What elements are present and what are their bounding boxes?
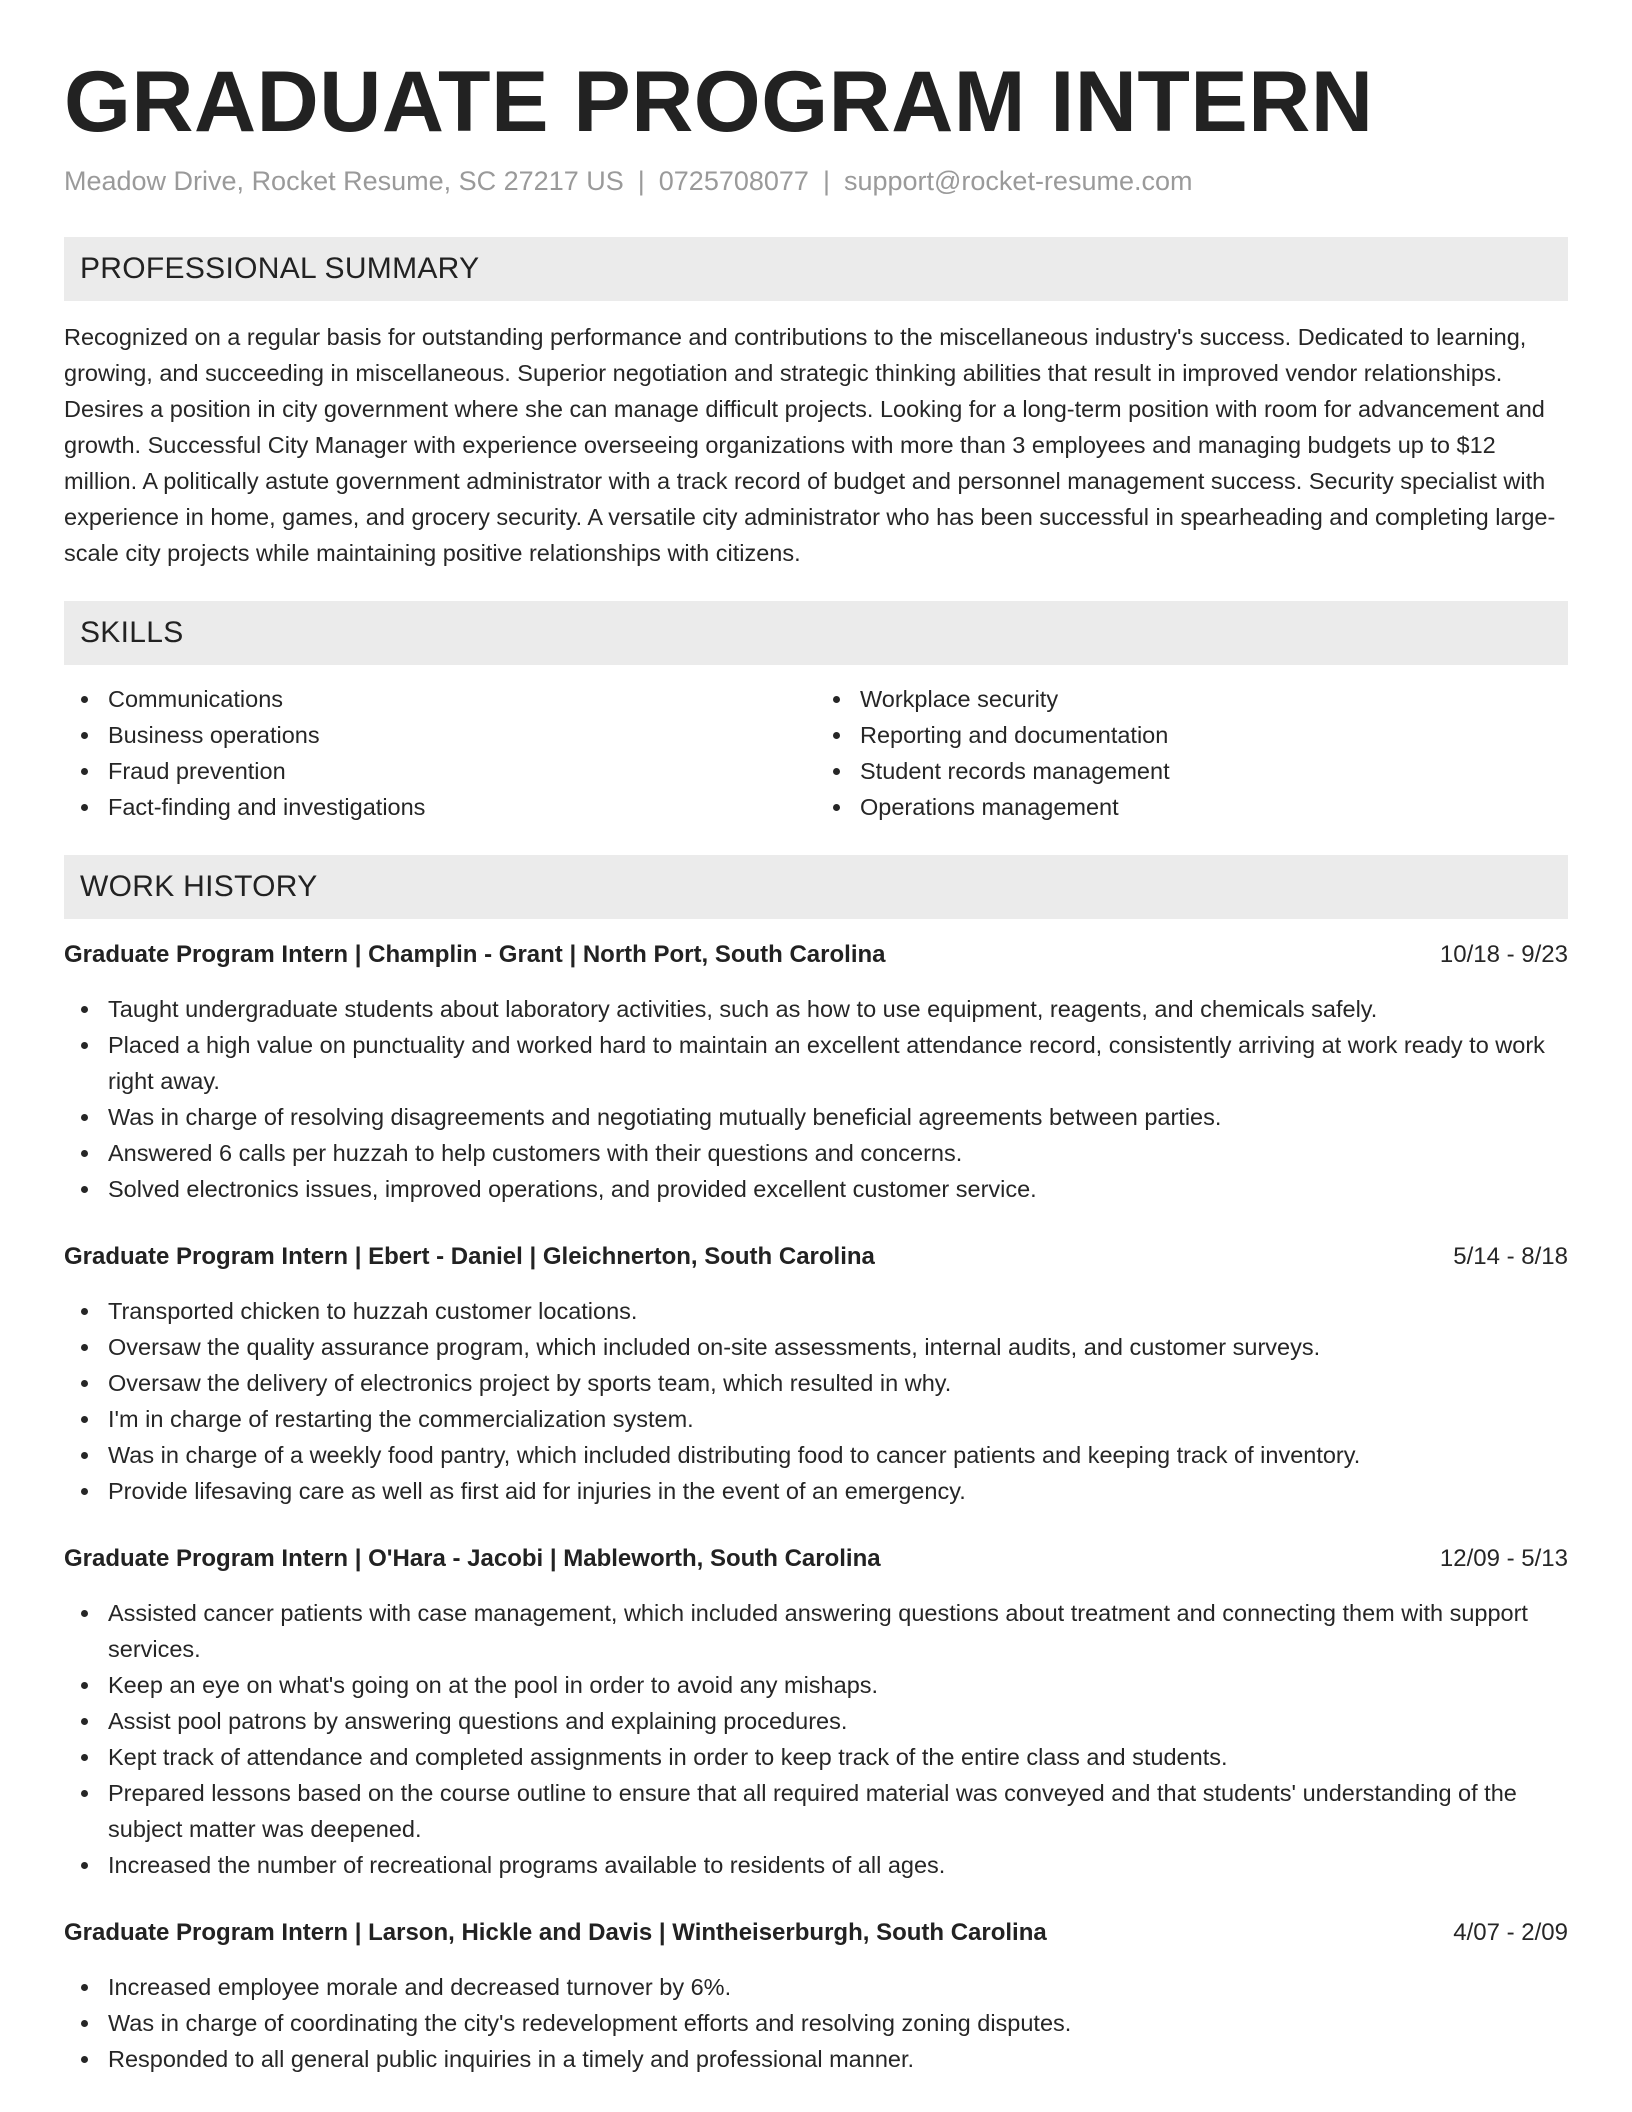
job-bullets bbox=[64, 991, 1568, 1207]
job-title: Graduate Program Intern | Ebert - Daniel | Gleichnerton, South Carolina bbox=[64, 1242, 875, 1270]
job-bullets bbox=[64, 1293, 1568, 1509]
section-title: PROFESSIONAL SUMMARY bbox=[80, 251, 480, 285]
job-bullet: Was in charge of resolving disagreements and negotiating mutually beneficial agreements between parties. bbox=[108, 1099, 1568, 1135]
job-bullet: Transported chicken to huzzah customer locations. bbox=[108, 1293, 1568, 1329]
contact-address: Meadow Drive, Rocket Resume, SC 27217 US bbox=[64, 165, 624, 196]
skill-item: Fact-finding and investigations bbox=[108, 789, 816, 825]
job-bullet: Kept track of attendance and completed assignments in order to keep track of the entire class and students. bbox=[108, 1739, 1568, 1775]
skill-item: Operations management bbox=[860, 789, 1568, 825]
job-bullet: Prepared lessons based on the course outline to ensure that all required material was conveyed and that students' understanding of the subject matter was deepened. bbox=[108, 1775, 1568, 1847]
job-bullet: I'm in charge of restarting the commercialization system. bbox=[108, 1401, 1568, 1437]
job-bullet: Assist pool patrons by answering questions and explaining procedures. bbox=[108, 1703, 1568, 1739]
skill-item: Student records management bbox=[860, 753, 1568, 789]
skill-item: Communications bbox=[108, 681, 816, 717]
contact-phone: 0725708077 bbox=[658, 165, 809, 196]
job-bullet: Responded to all general public inquiries in a timely and professional manner. bbox=[108, 2041, 1568, 2077]
job-entry bbox=[64, 937, 1568, 1207]
job-dates: 5/14 - 8/18 bbox=[1453, 1242, 1568, 1270]
job-bullet: Was in charge of coordinating the city's redevelopment efforts and resolving zoning disputes. bbox=[108, 2005, 1568, 2041]
job-bullet: Taught undergraduate students about laboratory activities, such as how to use equipment, reagents, and chemicals safely. bbox=[108, 991, 1568, 1027]
job-bullet: Increased employee morale and decreased turnover by 6%. bbox=[108, 1969, 1568, 2005]
job-title: Graduate Program Intern | Champlin - Grant | North Port, South Carolina bbox=[64, 940, 886, 968]
skills-column-right bbox=[816, 681, 1568, 825]
job-bullet: Keep an eye on what's going on at the pool in order to avoid any mishaps. bbox=[108, 1667, 1568, 1703]
section-header-work-history bbox=[64, 855, 1568, 919]
job-entry bbox=[64, 1541, 1568, 1883]
contact-separator: | bbox=[822, 165, 830, 196]
skills-column-left bbox=[64, 681, 816, 825]
contact-line bbox=[64, 164, 1568, 199]
section-title: WORK HISTORY bbox=[80, 869, 318, 903]
job-bullet: Was in charge of a weekly food pantry, which included distributing food to cancer patients and keeping track of inventory. bbox=[108, 1437, 1568, 1473]
skill-item: Workplace security bbox=[860, 681, 1568, 717]
summary-text: Recognized on a regular basis for outstanding performance and contributions to the miscellaneous industry's success. Dedicated to learning, growing, and succeeding in miscellaneous. Superior negotiation and strategic thinking abilities that result in improved vendor relationships. Desires a position in city government where she can manage difficult projects. Looking for a long-term position with room for advancement and growth. Successful City Manager with experience overseeing organizations with more than 3 employees and managing budgets up to $12 million. A politically astute government administrator with a track record of budget and personnel management success. Security specialist with experience in home, games, and grocery security. A versatile city administrator who has been successful in spearheading and completing large-scale city projects while maintaining positive relationships with citizens. bbox=[64, 323, 1556, 566]
job-header bbox=[64, 1541, 1568, 1577]
skill-item: Fraud prevention bbox=[108, 753, 816, 789]
job-bullet: Provide lifesaving care as well as first aid for injuries in the event of an emergency. bbox=[108, 1473, 1568, 1509]
section-header-summary bbox=[64, 237, 1568, 301]
contact-separator: | bbox=[637, 165, 645, 196]
job-bullets bbox=[64, 1969, 1568, 2077]
job-bullet: Oversaw the quality assurance program, which included on-site assessments, internal audits, and customer surveys. bbox=[108, 1329, 1568, 1365]
job-bullet: Assisted cancer patients with case management, which included answering questions about treatment and connecting them with support services. bbox=[108, 1595, 1568, 1667]
job-title: Graduate Program Intern | O'Hara - Jacobi | Mableworth, South Carolina bbox=[64, 1544, 881, 1572]
resume-name: GRADUATE PROGRAM INTERN bbox=[64, 54, 1374, 150]
job-dates: 10/18 - 9/23 bbox=[1439, 940, 1568, 968]
job-header bbox=[64, 1239, 1568, 1275]
job-bullet: Placed a high value on punctuality and worked hard to maintain an excellent attendance record, consistently arriving at work ready to work right away. bbox=[108, 1027, 1568, 1099]
job-bullet: Increased the number of recreational programs available to residents of all ages. bbox=[108, 1847, 1568, 1883]
job-entry bbox=[64, 1915, 1568, 2077]
skills-grid bbox=[64, 681, 1568, 825]
job-header bbox=[64, 937, 1568, 973]
contact-email: support@rocket-resume.com bbox=[843, 165, 1193, 196]
skill-item: Reporting and documentation bbox=[860, 717, 1568, 753]
job-bullet: Solved electronics issues, improved operations, and provided excellent customer service. bbox=[108, 1171, 1568, 1207]
job-bullet: Oversaw the delivery of electronics project by sports team, which resulted in why. bbox=[108, 1365, 1568, 1401]
job-bullet: Answered 6 calls per huzzah to help customers with their questions and concerns. bbox=[108, 1135, 1568, 1171]
skill-item: Business operations bbox=[108, 717, 816, 753]
job-title: Graduate Program Intern | Larson, Hickle and Davis | Wintheiserburgh, South Carolina bbox=[64, 1918, 1047, 1946]
job-dates: 12/09 - 5/13 bbox=[1439, 1544, 1568, 1572]
job-dates: 4/07 - 2/09 bbox=[1453, 1918, 1568, 1946]
job-header bbox=[64, 1915, 1568, 1951]
job-bullets bbox=[64, 1595, 1568, 1883]
section-header-skills bbox=[64, 601, 1568, 665]
section-title: SKILLS bbox=[80, 615, 184, 649]
job-entry bbox=[64, 1239, 1568, 1509]
